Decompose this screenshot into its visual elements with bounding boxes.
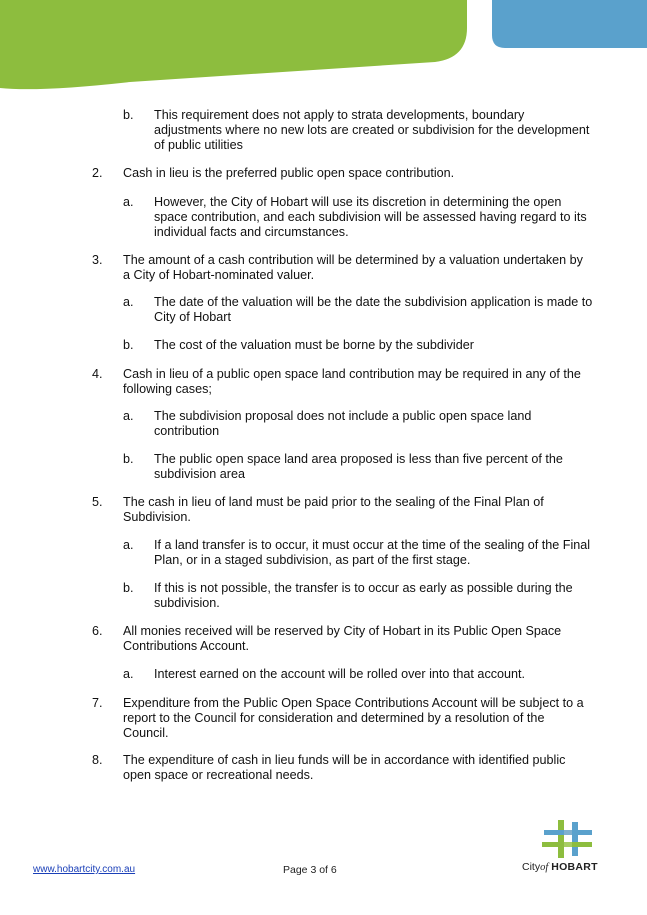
list-number: 5. [92,495,103,509]
list-number: 2. [92,166,103,180]
footer-website-link[interactable]: www.hobartcity.com.au [33,864,136,875]
list-text: Interest earned on the account will be rolled over into that account. [154,667,526,681]
list-text: Cash in lieu of a public open space land contribution may be required in any of the following cases; [123,367,581,397]
header-blue-shape [492,0,647,48]
list-number: 7. [92,696,103,710]
logo-of: of [540,862,549,873]
list-marker: a. [123,295,134,309]
list-text: If this is not possible, the transfer is to occur as early as possible during the subdivision. [154,581,573,611]
logo-wordmark [522,861,598,873]
logo-name: HOBART [551,861,598,873]
logo-city: City [522,861,541,873]
list-text: The cost of the valuation must be borne by the subdivider [154,338,474,352]
list-marker: a. [123,667,134,681]
list-marker: b. [123,338,134,352]
list-number: 4. [92,367,103,381]
list-marker: a. [123,195,134,209]
list-text: The amount of a cash contribution will be determined by a valuation undertaken by a City of Hobart-nominated valuer. [123,253,583,283]
list-number: 3. [92,253,103,267]
list-text: The cash in lieu of land must be paid prior to the sealing of the Final Plan of Subdivision. [123,495,544,525]
list-number: 8. [92,753,103,767]
list-marker: b. [123,452,134,466]
city-of-hobart-logo-icon [538,818,598,860]
list-text: This requirement does not apply to strata developments, boundary adjustments where no new lots are created or subdivision for the development of public utilities [154,108,590,153]
list-text: If a land transfer is to occur, it must occur at the time of the sealing of the Final Plan, or in a staged subdivision, as part of the first stage. [154,538,591,568]
list-text: The public open space land area proposed is less than five percent of the subdivision area [154,452,563,482]
list-marker: b. [123,108,134,122]
list-text: The subdivision proposal does not include a public open space land contribution [154,409,532,439]
list-text: All monies received will be reserved by City of Hobart in its Public Open Space Contributions Account. [123,624,562,654]
list-text: Cash in lieu is the preferred public open space contribution. [123,166,455,180]
list-marker: a. [123,409,134,423]
header-decoration [0,0,647,95]
list-marker: a. [123,538,134,552]
list-text: The date of the valuation will be the date the subdivision application is made to City of Hobart [154,295,593,325]
list-text: The expenditure of cash in lieu funds will be in accordance with identified public open space or recreational needs. [123,753,566,783]
header-green-shape [0,0,467,89]
list-marker: b. [123,581,134,595]
list-text: However, the City of Hobart will use its discretion in determining the open space contribution, and each subdivision will be assessed having regard to its individual facts and circumstances. [154,195,587,240]
list-number: 6. [92,624,103,638]
list-text: Expenditure from the Public Open Space Contributions Account will be subject to a report to the Council for consideration and determined by a resolution of the Council. [123,696,584,741]
page-number: Page 3 of 6 [283,864,337,876]
